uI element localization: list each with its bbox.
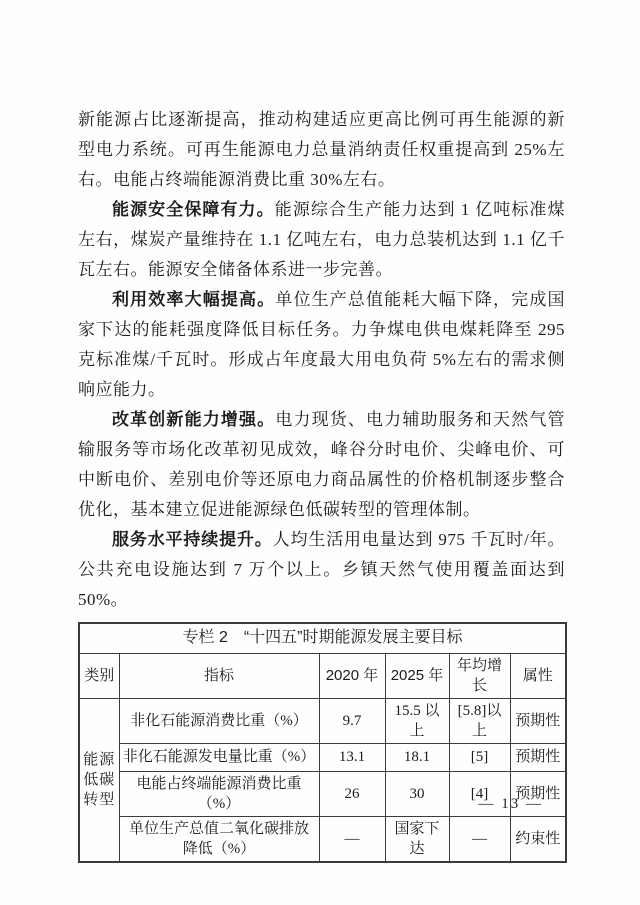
- growth-cell: —: [449, 816, 510, 862]
- value-2025-cell: 30: [385, 771, 449, 816]
- table-row: [79, 816, 566, 862]
- col-header-growth: 年均增长: [449, 653, 510, 698]
- paragraph: [78, 405, 565, 525]
- value-2020-cell: 26: [319, 771, 385, 816]
- table-title-row: [79, 623, 566, 653]
- indicator-cell: 电能占终端能源消费比重（%）: [119, 771, 319, 816]
- paragraph-lead: 改革创新能力增强。: [112, 410, 276, 429]
- value-2025-cell: 18.1: [385, 743, 449, 771]
- col-header-category: 类别: [79, 653, 119, 698]
- paragraph-text: 新能源占比逐渐提高，推动构建适应更高比例可再生能源的新型电力系统。可再生能源电力总量消纳责任权重提高到 25%左右。电能占终端能源消费比重 30%左右。: [78, 110, 565, 189]
- page-number: — 13 —: [478, 796, 543, 812]
- attr-cell: 预期性: [510, 771, 566, 816]
- col-header-indicator: 指标: [119, 653, 319, 698]
- indicator-cell: 单位生产总值二氧化碳排放降低（%）: [119, 816, 319, 862]
- paragraph-text: 人均生活用电量达到 975 千瓦时/年。公共充电设施达到 7 万个以上。乡镇天然气使用覆盖面达到50%。: [78, 530, 565, 609]
- paragraph-text: 能源综合生产能力达到 1 亿吨标准煤左右，煤炭产量维持在 1.1 亿吨左右，电力总装机达到 1.1 亿千瓦左右。能源安全储备体系进一步完善。: [78, 200, 566, 279]
- attr-cell: 约束性: [510, 816, 566, 862]
- growth-cell: [5.8]以上: [449, 698, 510, 743]
- col-header-attr: 属性: [510, 653, 566, 698]
- paragraph-lead: 利用效率大幅提高。: [112, 290, 276, 309]
- paragraph-text: 电力现货、电力辅助服务和天然气管输服务等市场化改革初见成效，峰谷分时电价、尖峰电价、可中断电价、差别电价等还原电力商品属性的价格机制逐步整合优化，基本建立促进能源绿色低碳转型的管理体制。: [78, 410, 565, 519]
- indicator-cell: 非化石能源发电量比重（%）: [119, 743, 319, 771]
- growth-cell: [5]: [449, 743, 510, 771]
- paragraph: [78, 195, 565, 285]
- value-2020-cell: 13.1: [319, 743, 385, 771]
- col-header-2020: 2020 年: [319, 653, 385, 698]
- body-text: [78, 105, 565, 863]
- targets-table: [78, 622, 567, 863]
- paragraph-lead: 能源安全保障有力。: [112, 200, 275, 219]
- table-row: [79, 698, 566, 743]
- value-2025-cell: 15.5 以上: [385, 698, 449, 743]
- value-2020-cell: —: [319, 816, 385, 862]
- value-2020-cell: 9.7: [319, 698, 385, 743]
- attr-cell: 预期性: [510, 698, 566, 743]
- table-title: 专栏 2 “十四五”时期能源发展主要目标: [79, 623, 566, 653]
- growth-cell: [4]: [449, 771, 510, 816]
- table-header-row: [79, 653, 566, 698]
- col-header-2025: 2025 年: [385, 653, 449, 698]
- paragraph-lead: 服务水平持续提升。: [112, 530, 273, 549]
- indicator-cell: 非化石能源消费比重（%）: [119, 698, 319, 743]
- value-2025-cell: 国家下达: [385, 816, 449, 862]
- category-cell: 能源低碳转型: [79, 698, 119, 862]
- attr-cell: 预期性: [510, 743, 566, 771]
- table-row: [79, 743, 566, 771]
- paragraph: [78, 525, 565, 615]
- paragraph: [78, 105, 565, 195]
- paragraph: [78, 285, 565, 405]
- paragraph-text: 单位生产总值能耗大幅下降，完成国家下达的能耗强度降低目标任务。力争煤电供电煤耗降至 295 克标准煤/千瓦时。形成占年度最大用电负荷 5%左右的需求侧响应能力。: [78, 290, 565, 399]
